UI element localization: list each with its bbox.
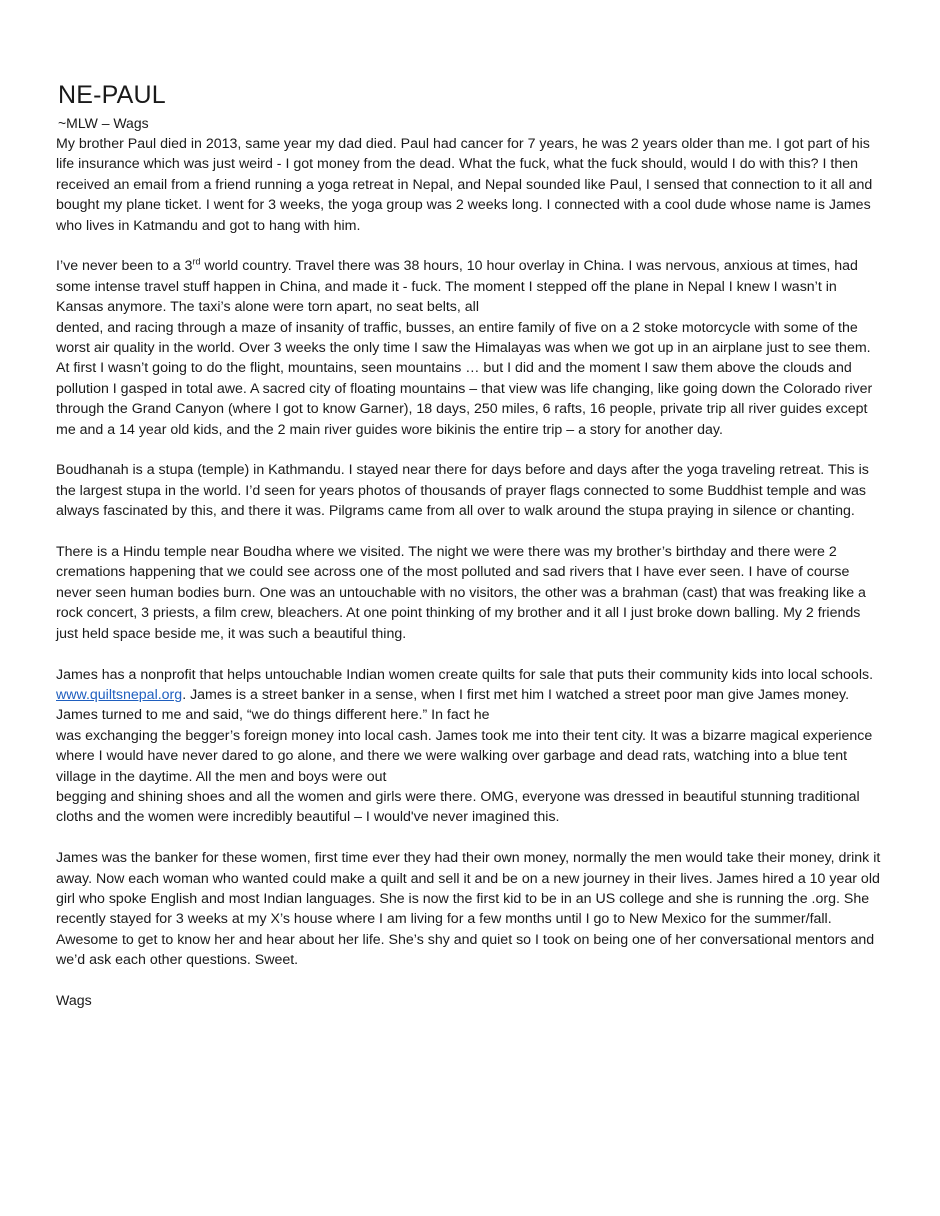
paragraph-2-text-a: I’ve never been to a 3	[56, 258, 193, 275]
paragraph-2-part-2: dented, and racing through a maze of insanity of traffic, busses, an entire family of five on a 2 stoke motorcycle with some of the worst air quality in the world. Over 3 weeks the only time I saw the Himalayas was when we got up in an airplane just to see them. At first I wasn’t going to do the flight, mountains, seen mountains … but I did and the moment I saw them above the clouds and pollution I gasped in total awe. A sacred city of floating mountains – that view was life changing, like going down the Colorado river through the Grand Canyon (where I got to know Garner), 18 days, 250 miles, 6 rafts, 16 people, private trip all river guides except me and a 14 year old kids, and the 2 main river guides wore bikinis the entire trip – a story for another day.	[56, 319, 873, 438]
paragraph-5-text-a: James has a nonprofit that helps untouchable Indian women create quilts for sale that puts their community kids into local schools.	[56, 666, 874, 683]
paragraph-4: There is a Hindu temple near Boudha where we visited. The night we were there was my brother’s birthday and there were 2 cremations happening that we could see across one of the most polluted and sad rivers that I have ever seen. I have of course never seen human bodies burn. One was an untouchable with no visitors, the other was a brahman (cast) that was freaking like a rock concert, 3 priests, a film crew, bleachers. At one point thinking of my brother and it all I just broke down balling. My 2 friends just held space beside me, it was such a beautiful thing.	[56, 544, 866, 642]
paragraph-3: Boudhanah is a stupa (temple) in Kathmandu. I stayed near there for days before and days after the yoga traveling retreat. This is the largest stupa in the world. I’d seen for years photos of thousands of prayer flags connected to some Buddhist temple and was always fascinated by this, and there it was. Pilgrams came from all over to walk around the stupa praying in silence or chanting.	[56, 462, 869, 520]
paragraph-2-text-b: world country. Travel there was 38 hours, 10 hour overlay in China. I was nervous, anxious at times, had some intense travel stuff happen in China, and made it - fuck. The moment I stepped off the plane in Nepal I knew I wasn’t in Kansas anymore. The taxi’s alone were torn apart, no seat belts, all	[56, 258, 858, 316]
quiltsnepal-link[interactable]: www.quiltsnepal.org	[56, 686, 183, 703]
paragraph-1: My brother Paul died in 2013, same year my dad died. Paul had cancer for 7 years, he was 2 years older than me. I got part of his life insurance which was just weird - I got money from the dead. What the fuck, what the fuck should, would I do with this? I then received an email from a friend running a yoga retreat in Nepal, and Nepal sounded like Paul, I sensed that connection to it all and bought my plane ticket. I went for 3 weeks, the yoga group was 2 weeks long. I connected with a cool dude whose name is James who lives in Katmandu and got to hang with him.	[56, 136, 873, 234]
byline: ~MLW – Wags	[58, 115, 149, 131]
ordinal-superscript: rd	[192, 256, 201, 267]
document-body	[56, 134, 886, 1032]
page-title: NE-PAUL	[58, 81, 166, 109]
paragraph-5-part-2: was exchanging the begger’s foreign money into local cash. James took me into their tent city. It was a bizarre magical experience where I would have never dared to go alone, and there we were walking over garbage and dead rats, watching into a blue tent village in the daytime. All the men and boys were out	[56, 727, 873, 785]
signature: Wags	[56, 992, 92, 1009]
paragraph-2-part-1	[56, 256, 886, 317]
paragraph-6: James was the banker for these women, first time ever they had their own money, normally the men would take their money, drink it away. Now each woman who wanted could make a quilt and sell it and be on a new journey in their lives. James hired a 10 year old girl who spoke English and most Indian languages. She is now the first kid to be in an US college and she is running the .org. She recently stayed for 3 weeks at my X’s house where I am living for a few months until I go to New Mexico for the summer/fall. Awesome to get to know her and hear about her life. She’s shy and quiet so I took on being one of her conversational mentors and we’d ask each other questions. Sweet.	[56, 850, 881, 969]
paragraph-5-part-3: begging and shining shoes and all the women and girls were there. OMG, everyone was dressed in beautiful stunning traditional cloths and the women were incredibly beautiful – I would've never imagined this.	[56, 788, 860, 826]
paragraph-5-text-b: . James is a street banker in a sense, when I first met him I watched a street poor man give James money. James turned to me and said, “we do things different here.” In fact he	[56, 686, 850, 724]
paragraph-5-part-1	[56, 665, 886, 726]
